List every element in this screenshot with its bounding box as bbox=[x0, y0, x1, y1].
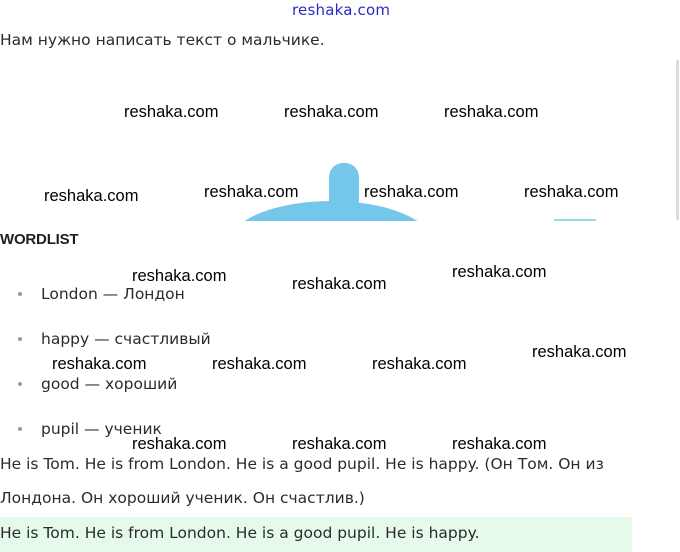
watermark: reshaka.com bbox=[52, 355, 147, 373]
illustration-crop bbox=[222, 221, 442, 251]
bullet-icon bbox=[18, 337, 22, 341]
illustration-cap bbox=[329, 163, 359, 203]
site-watermark-top: reshaka.com bbox=[292, 1, 391, 19]
bullet-icon bbox=[18, 382, 22, 386]
answer-text: He is Tom. He is from London. He is a good pupil. He is happy. bbox=[0, 524, 480, 542]
watermark: reshaka.com bbox=[364, 183, 459, 201]
wordlist-heading: WORDLIST bbox=[0, 231, 79, 248]
wordlist-item-text: London — Лондон bbox=[41, 285, 185, 303]
watermark: reshaka.com bbox=[204, 183, 299, 201]
watermark: reshaka.com bbox=[132, 267, 227, 285]
watermark: reshaka.com bbox=[292, 435, 387, 453]
wordlist-item-text: happy — счастливый bbox=[41, 330, 211, 348]
watermark: reshaka.com bbox=[372, 355, 467, 373]
paragraph-line: Лондона. Он хороший ученик. Он счастлив.) bbox=[0, 489, 365, 507]
wordlist-item bbox=[18, 285, 185, 303]
wordlist-item bbox=[18, 330, 211, 348]
paragraph-line: He is Tom. He is from London. He is a good pupil. He is happy. (Он Том. Он из bbox=[0, 455, 604, 473]
wordlist-item bbox=[18, 375, 177, 393]
intro-text: Нам нужно написать текст о мальчике. bbox=[0, 31, 325, 49]
watermark: reshaka.com bbox=[44, 187, 139, 205]
watermark: reshaka.com bbox=[452, 435, 547, 453]
bullet-icon bbox=[18, 292, 22, 296]
wordlist-item-text: pupil — ученик bbox=[41, 420, 162, 438]
watermark: reshaka.com bbox=[284, 103, 379, 121]
watermark: reshaka.com bbox=[124, 103, 219, 121]
scrollbar-track[interactable] bbox=[676, 60, 679, 220]
illustration-fragment bbox=[554, 219, 596, 221]
watermark: reshaka.com bbox=[212, 355, 307, 373]
watermark: reshaka.com bbox=[452, 263, 547, 281]
wordlist-item-text: good — хороший bbox=[41, 375, 178, 393]
watermark: reshaka.com bbox=[444, 103, 539, 121]
watermark: reshaka.com bbox=[132, 435, 227, 453]
watermark: reshaka.com bbox=[532, 343, 627, 361]
watermark: reshaka.com bbox=[292, 275, 387, 293]
watermark: reshaka.com bbox=[524, 183, 619, 201]
bullet-icon bbox=[18, 427, 22, 431]
